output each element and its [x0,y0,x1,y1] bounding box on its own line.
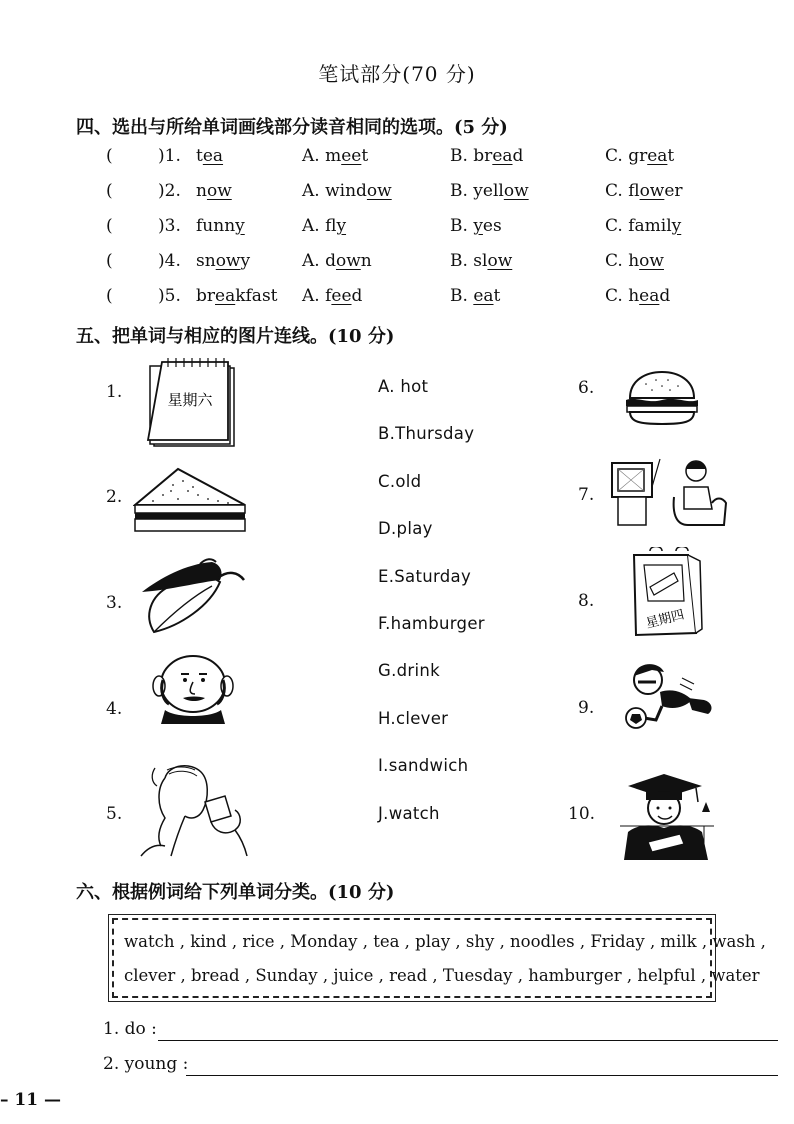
option-c: C. fl [605,181,640,201]
word-bank-line-1: watch , kind , rice , Monday , tea , play , shy , noodles , Friday , milk , wash , [124,932,766,951]
question-row [0,286,794,312]
picture-number: 10. [568,804,596,824]
word-bank-box [112,918,766,998]
question-word [196,146,223,166]
picture-number: 6. [578,378,595,398]
option-b: t [493,286,501,306]
bag-label: 星期四 [644,607,686,632]
option-c[interactable] [605,251,664,271]
match-option[interactable]: A. hot [378,377,429,396]
picture-number: 3. [106,593,123,613]
question-row [0,181,794,207]
question-word: br [196,286,216,306]
answer-bracket-close: ) [158,251,165,271]
answer-bracket-close: ) [158,181,165,201]
picture-number: 1. [106,382,123,402]
watch-tv-picture [608,457,732,529]
option-a[interactable] [302,251,372,271]
option-b-underlined: ea [492,146,513,166]
page-title: 笔试部分(70 分) [318,62,476,86]
answer-line-young[interactable] [186,1075,778,1076]
option-b[interactable] [450,286,500,306]
question-word [196,251,250,271]
section-6-heading: 六、根据例词给下列单词分类。(10 分) [76,882,395,903]
question-number: 2. [164,181,181,201]
option-a: A. fl [302,216,337,236]
question-word-underlined: ow [206,181,232,201]
option-c: er [664,181,683,201]
picture-number: 2. [106,487,123,507]
option-b[interactable] [450,146,523,166]
question-word [196,216,245,236]
question-word: t [196,146,203,166]
option-b[interactable] [450,181,529,201]
option-a: n [360,251,372,271]
option-a: A. m [302,146,342,166]
option-a-underlined: ee [331,286,352,306]
option-b-underlined: y [473,216,483,236]
section-4-heading: 四、选出与所给单词画线部分读音相同的选项。(5 分) [76,117,508,138]
match-option[interactable]: G.drink [378,661,440,681]
match-option[interactable]: F.hamburger [378,614,485,633]
answer-bracket-close: ) [158,286,165,306]
question-word: n [196,181,207,201]
shopping-bag-picture [628,547,704,639]
question-word: kfast [235,286,278,306]
answer-bracket-close [158,286,181,306]
woman-drinking-picture [135,758,255,858]
graduate-picture [618,768,716,860]
question-word-underlined: ow [215,251,241,271]
option-c: t [667,146,675,166]
question-word: y [240,251,251,271]
answer-bracket-open[interactable] [106,146,113,166]
option-a: d [351,286,363,306]
option-b[interactable] [450,216,502,236]
option-a: A. wind [302,181,367,201]
pepper-picture [140,556,248,636]
answer-bracket-close: ) [158,216,165,236]
question-word [196,181,232,201]
match-option[interactable]: C.old [378,471,422,491]
answer-bracket-close [158,216,181,236]
option-a[interactable] [302,181,392,201]
question-number: 3. [164,216,181,236]
option-b-underlined: ow [503,181,529,201]
picture-number: 4. [106,699,123,719]
option-c[interactable] [605,216,681,236]
option-c: C. gr [605,146,648,166]
boy-playing-picture [622,658,716,734]
option-b[interactable] [450,251,512,271]
old-man-picture [145,652,235,724]
match-option[interactable]: I.sandwich [378,756,469,776]
option-a[interactable] [302,286,362,306]
picture-number: 9. [578,698,595,718]
option-c: d [659,286,671,306]
answer-bracket-close: ) [158,146,165,166]
option-a: A. f [302,286,332,306]
word-bank-line-2: clever , bread , Sunday , juice , read , Tuesday , hamburger , helpful , water [124,966,760,985]
question-row [0,146,794,172]
answer-bracket-open: ( [106,286,113,306]
option-c: C. famil [605,216,672,236]
option-c[interactable] [605,146,674,166]
answer-bracket-close [158,181,181,201]
option-c[interactable] [605,181,683,201]
match-option[interactable]: E.Saturday [378,566,472,586]
option-a: t [361,146,369,166]
option-c-underlined: ea [647,146,668,166]
option-b: B. br [450,146,493,166]
answer-bracket-open: ( [106,146,113,166]
option-c-underlined: y [671,216,682,236]
option-c: C. h [605,251,640,271]
question-word-underlined: y [235,216,245,236]
question-word: funn [196,216,236,236]
question-number: 1. [164,146,181,166]
option-a[interactable] [302,146,368,166]
question-word-underlined: ea [202,146,224,166]
option-a-underlined: ee [341,146,362,166]
option-b-underlined: ea [473,286,494,306]
hamburger-picture [624,370,700,426]
option-a[interactable] [302,216,346,236]
question-row [0,216,794,242]
match-option[interactable]: J.watch [378,803,440,823]
option-a-underlined: y [336,216,347,236]
answer-bracket-close [158,146,181,166]
question-word [196,286,278,306]
option-b: d [512,146,524,166]
match-option[interactable]: H.clever [378,708,449,728]
answer-bracket-close [158,251,181,271]
picture-number: 5. [106,804,123,824]
option-c[interactable] [605,286,670,306]
answer-bracket-open: ( [106,216,113,236]
option-b: es [482,216,502,236]
option-a-underlined: ow [335,251,361,271]
option-b: B. [450,286,474,306]
option-a-underlined: ow [366,181,392,201]
sandwich-picture [133,465,251,537]
option-b: B. yell [450,181,504,201]
calendar-label: 星期六 [167,391,213,409]
match-option[interactable]: D.play [378,519,433,539]
section-5-heading: 五、把单词与相应的图片连线。(10 分) [76,326,395,347]
picture-number: 7. [578,485,595,505]
option-c-underlined: ow [639,181,665,201]
question-number: 5. [164,286,181,306]
calendar-picture [140,358,240,453]
option-b: B. sl [450,251,488,271]
match-option[interactable]: B.Thursday [378,424,475,444]
option-a: A. d [302,251,336,271]
answer-bracket-open: ( [106,181,113,201]
question-number: 4. [164,251,181,271]
option-c: C. h [605,286,640,306]
answer-bracket-open[interactable] [106,216,113,236]
answer-bracket-open: ( [106,251,113,271]
option-c-underlined: ow [639,251,664,271]
answer-bracket-open[interactable] [106,286,113,306]
question-row [0,251,794,277]
answer-label-do: 1. do : [103,1019,157,1039]
option-c-underlined: ea [639,286,660,306]
picture-number: 8. [578,591,595,611]
answer-bracket-open[interactable] [106,181,113,201]
answer-bracket-open[interactable] [106,251,113,271]
page-number: – 11 — [0,1090,61,1110]
answer-label-young: 2. young : [103,1054,189,1074]
question-word: sn [196,251,216,271]
question-word-underlined: ea [215,286,236,306]
option-b-underlined: ow [487,251,513,271]
option-b: B. [450,216,474,236]
answer-line-do[interactable] [158,1040,778,1041]
